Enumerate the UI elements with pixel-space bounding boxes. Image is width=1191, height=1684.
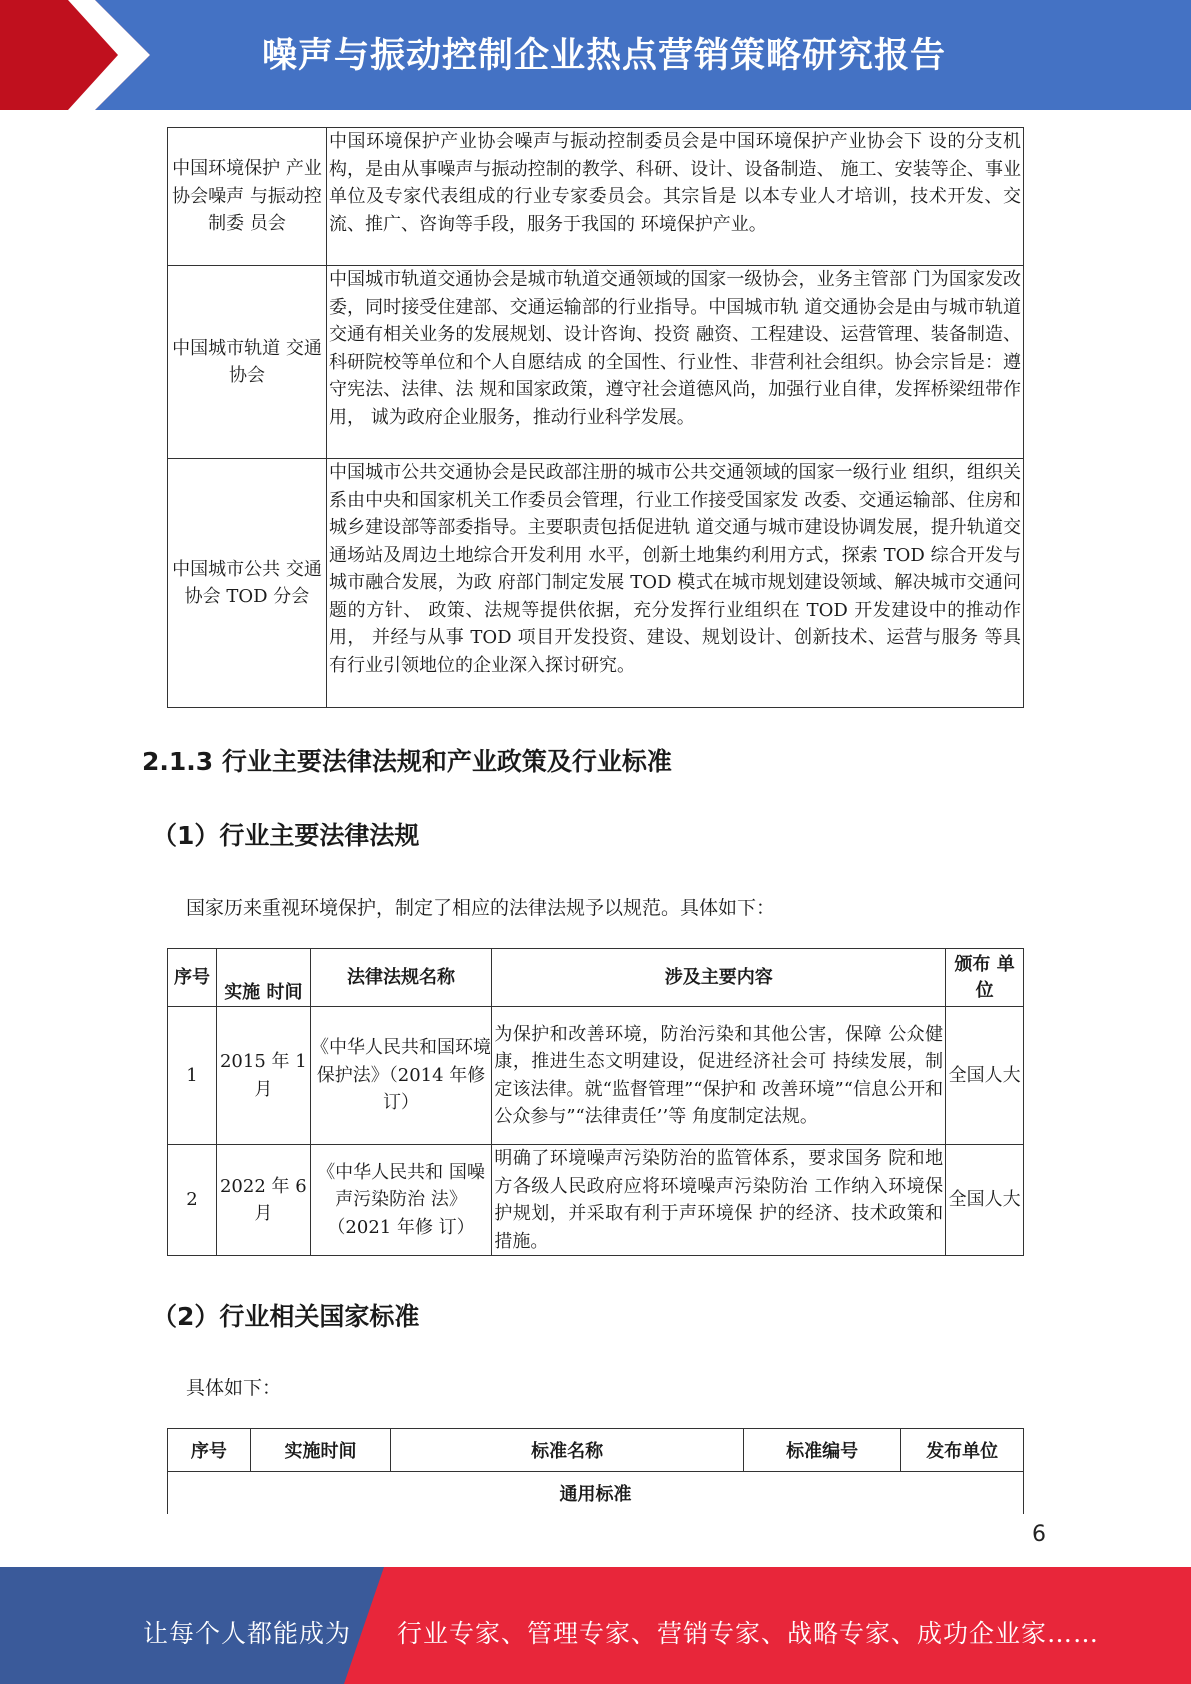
footer-slogan-left: 让每个人都能成为 [143, 1619, 352, 1648]
cell-no: 2 [168, 1145, 217, 1256]
standards-intro-text: 具体如下： [186, 1377, 282, 1399]
section-heading: 2.1.3 行业主要法律法规和产业政策及行业标准 [142, 747, 672, 776]
table-row [168, 266, 1024, 459]
header-title: 噪声与振动控制企业热点营销策略研究报告 [262, 36, 947, 76]
table-row [168, 1472, 1024, 1515]
org-name: 中国环境保护 产业协会噪声 与振动控制委 员会 [168, 128, 327, 266]
cell-date: 2022 年 6 月 [216, 1145, 310, 1256]
org-description: 中国城市公共交通协会是民政部注册的城市公共交通领域的国家一级行业 组织，组织关系由中央和国家机关工作委员会管理，行业工作接受国家发 改委、交通运输部、住房和城乡建设部等部委指导。主要职责包括促进轨 道交通与城市建设协调发展，提升轨道交通场站及周边土地综合开发利用 水平，创新土地集约利用方式，探索 TOD 综合开发与城市融合发展，为政 府部门制定发展 TOD 模式在城市规划建设领域、解决城市交通问题的方针、 政策、法规等提供依据，充分发挥行业组织在 TOD 开发建设中的推动作用， 并经与从事 TOD 项目开发投资、建设、规划设计、创新技术、运营与服务 等具有行业引领地位的企业深入探讨研究。 [327, 459, 1024, 708]
col-header-name: 标准名称 [391, 1429, 744, 1472]
cell-content: 为保护和改善环境，防治污染和其他公害，保障 公众健康，推进生态文明建设，促进经济社会可 持续发展，制定该法律。就“监督管理”“保护和 改善环境”“信息公开和公众参与”“法律责任’’等 角度制定法规。 [492, 1007, 946, 1145]
header-red-chevron-icon [0, 0, 150, 110]
cell-name: 《中华人民共和 国噪声污染防治 法》（2021 年修 订） [310, 1145, 492, 1256]
col-header-name: 法律法规名称 [310, 949, 492, 1007]
table-header-row [168, 949, 1024, 1007]
footer-slogan-right: 行业专家、管理专家、营销专家、战略专家、成功企业家…… [397, 1619, 1100, 1648]
col-header-no: 序号 [168, 1429, 251, 1472]
laws-intro-text: 国家历来重视环境保护，制定了相应的法律法规予以规范。具体如下： [186, 897, 776, 919]
cell-date: 2015 年 1 月 [216, 1007, 310, 1145]
org-description: 中国城市轨道交通协会是城市轨道交通领域的国家一级协会，业务主管部 门为国家发改委，同时接受住建部、交通运输部的行业指导。中国城市轨 道交通协会是由与城市轨道交通有相关业务的发展规划、设计咨询、投资 融资、工程建设、运营管理、装备制造、科研院校等单位和个人自愿结成 的全国性、行业性、非营利社会组织。协会宗旨是：遵守宪法、法律、法 规和国家政策，遵守社会道德风尚，加强行业自律，发挥桥梁纽带作用， 诚为政府企业服务，推动行业科学发展。 [327, 266, 1024, 459]
table-row [168, 1007, 1024, 1145]
col-header-code: 标准编号 [743, 1429, 900, 1472]
cell-issuer: 全国人大 [946, 1145, 1024, 1256]
association-table [167, 127, 1024, 708]
cell-content: 明确了环境噪声污染防治的监管体系，要求国务 院和地方各级人民政府应将环境噪声污染防治 工作纳入环境保护规划，并采取有利于声环境保 护的经济、技术政策和措施。 [492, 1145, 946, 1256]
org-name: 中国城市轨道 交通协会 [168, 266, 327, 459]
laws-table [167, 948, 1024, 1256]
subsection-heading-laws: （1）行业主要法律法规 [152, 821, 420, 850]
cell-issuer: 全国人大 [946, 1007, 1024, 1145]
col-header-issuer: 颁布 单位 [946, 949, 1024, 1007]
org-description: 中国环境保护产业协会噪声与振动控制委员会是中国环境保护产业协会下 设的分支机构，是由从事噪声与振动控制的教学、科研、设计、设备制造、 施工、安装等企、事业单位及专家代表组成的行业专家委员会。其宗旨是 以本专业人才培训，技术开发、交流、推广、咨询等手段，服务于我国的 环境保护产业。 [327, 128, 1024, 266]
col-header-date: 实施时间 [250, 1429, 391, 1472]
col-header-no: 序号 [168, 949, 217, 1007]
table-header-row [168, 1429, 1024, 1472]
col-header-date: 实施 时间 [216, 949, 310, 1007]
col-header-content: 涉及主要内容 [492, 949, 946, 1007]
org-name: 中国城市公共 交通协会 TOD 分会 [168, 459, 327, 708]
cell-name: 《中华人民共和国环境保护法》（2014 年修订） [310, 1007, 492, 1145]
standards-table [167, 1428, 1024, 1514]
page-number: 6 [1032, 1522, 1046, 1547]
table-row [168, 128, 1024, 266]
subsection-heading-standards: （2）行业相关国家标准 [152, 1302, 420, 1331]
col-header-issuer: 发布单位 [901, 1429, 1024, 1472]
cell-no: 1 [168, 1007, 217, 1145]
table-row [168, 459, 1024, 708]
group-label: 通用标准 [168, 1472, 1024, 1515]
table-row [168, 1145, 1024, 1256]
